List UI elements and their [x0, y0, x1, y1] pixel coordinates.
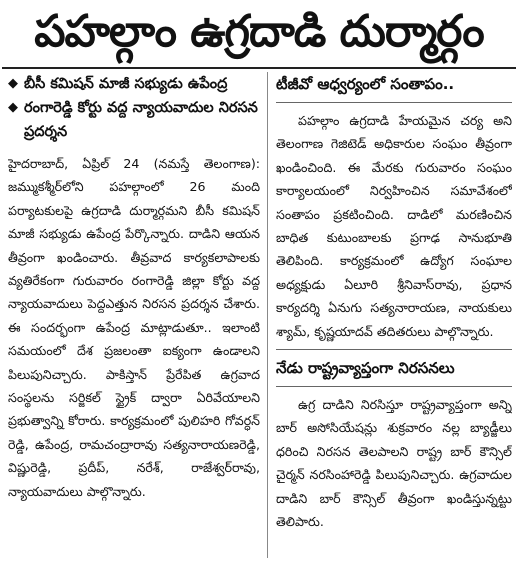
highlight-item — [8, 96, 260, 144]
highlight-text: బీసీ కమిషన్ మాజీ సభ్యుడు ఉపేంద్ర — [24, 76, 228, 92]
highlight-text: రంగారెడ్డి కోర్టు వద్ద న్యాయవాదుల నిరసన ప్రదర్శన — [24, 100, 258, 140]
bullet-icon: ◆ — [8, 76, 18, 91]
article-body: హైదరాబాద్, ఏప్రిల్ 24 (నమస్తే తెలంగాణ): జమ్ముకశ్మీర్‌లోని పహల్గాంలో 26 మంది పర్యాటకులపై ఉగ్రదాడి దుర్మార్గమని బీసీ కమిషన్ మాజీ సభ్యుడు ఉపేంద్ర పేర్కొన్నారు. దాడిని ఆయన తీవ్రంగా ఖండించారు. తీవ్రవాద కార్యకలాపాలకు వ్యతిరేకంగా గురువారం రంగారెడ్డి జిల్లా కోర్టు వద్ద న్యాయవాదులు పెద్దఎత్తున నిరసన ప్రదర్శన చేశారు. ఈ సందర్భంగా ఉపేంద్ర మాట్లాడుతూ.. ఇలాంటి సమయంలో దేశ ప్రజలంతా ఐక్యంగా ఉండాలని పిలుపునిచ్చారు. పాకిస్తాన్ ప్రేరేపిత ఉగ్రవాద సంస్థలను సర్జికల్ స్ట్రైక్ ద్వారా ఏరివేయాలని ప్రభుత్వాన్ని కోరారు. కార్యక్రమంలో పులిహరి గోవర్ధన్ రెడ్డి, ఉపేంద్ర, రామచంద్రారావు సత్యనారాయణరెడ్డి, విష్ణురెడ్డి, ప్రదీప్, నరేశ్, రాజేశ్వర్‌రావు, న్యాయవాదులు పాల్గొన్నారు. — [8, 156, 260, 499]
section-body-condolence: పహల్గాం ఉగ్రదాడి హేయమైన చర్య అని తెలంగాణ గెజిటెడ్ అధికారుల సంఘం తీవ్రంగా ఖండించింది. ఈ మేరకు గురువారం సంఘం కార్యాలయంలో నిర్వహించిన సమావేశంలో సంతాపం ప్రకటించింది. దాడిలో మరణించిన బాధిత కుటుంబాలకు ప్రగాఢ సానుభూతి తెలిపింది. కార్యక్రమంలో ఉద్యోగ సంఘాల అధ్యక్షుడు ఏలూరి శ్రీనివాస్‌రావు, ప్రధాన కార్యదర్శి ఏనుగు సత్యనారాయణ, నాయకులు శ్యామ్, కృష్ణయాదవ్ తదితరులు పాల్గొన్నారు. — [276, 113, 512, 339]
section-rule — [276, 102, 512, 103]
headline: పహల్గాం ఉగ్రదాడి దుర్మార్గం — [34, 6, 484, 57]
section-body-protests: ఉగ్ర దాడిని నిరసిస్తూ రాష్ట్రవ్యాప్తంగా అన్ని బార్ అసోసియేషన్లు శుక్రవారం నల్ల బ్యాడ్జీలు ధరించి నిరసన తెలపాలని రాష్ట్ర బార్ కౌన్సిల్ చైర్మన్ నరసింహారెడ్డి పిలుపునిచ్చారు. ఉగ్రవాదుల దాడిని బార్ కౌన్సిల్ తీవ్రంగా ఖండిస్తున్నట్టు తెలిపారు. — [276, 397, 512, 530]
column-divider — [267, 72, 268, 558]
bullet-icon: ◆ — [8, 100, 18, 115]
left-column — [8, 72, 260, 503]
section-title-condolence: టీజీవో ఆధ్వర్యంలో సంతాపం.. — [276, 75, 455, 93]
section-rule — [276, 386, 512, 387]
headline-rule — [2, 67, 516, 69]
section-rule — [276, 349, 512, 350]
right-column — [276, 72, 512, 534]
highlight-item — [8, 72, 260, 96]
section-title-protests: నేడు రాష్ట్రవ్యాప్తంగా నిరసనలు — [276, 359, 455, 378]
highlights-list — [8, 72, 260, 144]
